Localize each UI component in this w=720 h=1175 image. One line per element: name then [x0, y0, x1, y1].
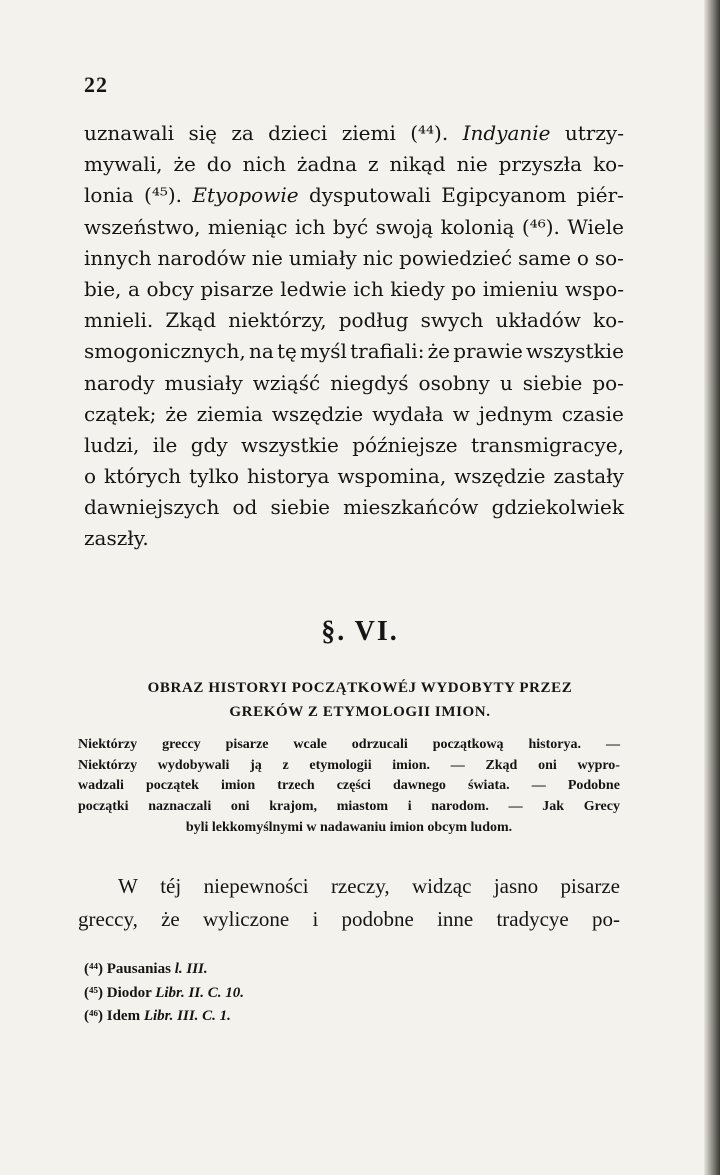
word: z: [367, 152, 379, 177]
word: niegdyś: [330, 370, 409, 395]
word: bie,: [84, 276, 122, 301]
word: z: [282, 757, 289, 773]
word: tylko: [189, 464, 240, 489]
body-text-paragraph: [84, 118, 624, 555]
word: rzeczy,: [330, 874, 390, 898]
word: zaszły.: [84, 526, 149, 551]
word: transmigracye,: [470, 432, 624, 457]
word: Zkąd: [165, 308, 217, 333]
book-binding-edge: [704, 0, 720, 1175]
word: dysputowali: [308, 183, 431, 208]
word: wyliczone: [202, 907, 290, 931]
word: których: [104, 464, 182, 489]
word: —: [605, 737, 620, 752]
word: gdy: [190, 432, 228, 457]
word: imieniu: [482, 276, 559, 301]
word: nikąd: [389, 152, 446, 177]
word: na: [248, 339, 274, 364]
word: części: [336, 778, 371, 794]
word: téj: [160, 874, 182, 898]
word: smogonicznych,: [84, 339, 246, 364]
word: trzech: [277, 778, 315, 794]
word: Indyanie: [462, 121, 551, 145]
word: wspomina,: [337, 464, 447, 489]
footnote-mark: (⁴⁵): [84, 984, 103, 1001]
footnote-mark: (⁴⁶): [84, 1008, 103, 1024]
word: swych: [420, 308, 484, 333]
word: swoją: [375, 214, 434, 239]
footnote: [84, 982, 584, 1006]
word: ile: [152, 432, 178, 457]
word: uznawali: [84, 121, 175, 145]
word: Niektórzy: [78, 737, 138, 752]
word: wszystkie: [241, 432, 339, 457]
footnote-mark: (⁴⁴): [84, 961, 103, 977]
text-line: [78, 776, 620, 797]
word: przyszła: [498, 152, 583, 177]
word: dawniejszych: [84, 495, 220, 520]
word: trafiali:: [350, 339, 425, 364]
word: po-: [591, 907, 620, 931]
footnote: [84, 958, 584, 982]
word: ich: [353, 276, 384, 301]
body-text-paragraph-2: [78, 870, 620, 936]
word: tę: [276, 339, 297, 364]
word: wydała: [372, 401, 444, 426]
word: mnieli.: [84, 308, 154, 333]
word: innych: [84, 245, 152, 270]
word: Niektórzy: [78, 757, 138, 773]
word: że: [173, 152, 196, 177]
word: ją: [250, 757, 262, 773]
word: siebie: [522, 370, 583, 395]
word: Podobne: [567, 778, 620, 794]
word: Grecy: [583, 799, 620, 815]
word: obcy: [146, 276, 194, 301]
word: prawie: [453, 339, 523, 364]
word: wziąść: [252, 370, 321, 395]
word: nie: [456, 152, 488, 177]
word: podług: [338, 308, 409, 333]
footnote-reference: l. III.: [174, 961, 208, 977]
word: początki: [78, 799, 129, 815]
word: krajom,: [269, 799, 318, 815]
word: późniejsze: [352, 432, 458, 457]
word: układów: [495, 308, 581, 333]
text-line: [78, 870, 620, 903]
word: mywali,: [84, 152, 163, 177]
word: wydobywali: [157, 757, 230, 773]
word: Etyopowie: [192, 183, 299, 208]
word: ko-: [593, 308, 624, 333]
word: narodom.: [431, 799, 489, 815]
word: wypro-: [577, 757, 620, 773]
word: Egipcyanom: [441, 183, 567, 208]
word: gdziekolwiek: [491, 495, 624, 520]
word: naznaczali: [148, 799, 212, 815]
word: nich: [242, 152, 286, 177]
word: byli lekkomyślnymi w nadawaniu imion obcym ludom.: [185, 819, 513, 835]
word: dawnego: [393, 778, 446, 794]
text-line: [78, 818, 620, 839]
word: od: [232, 495, 258, 520]
word: so-: [594, 245, 624, 270]
text-line: [78, 756, 620, 777]
word: wadzali: [78, 778, 124, 794]
word: czasie: [561, 401, 624, 426]
text-line: [84, 274, 624, 305]
word: oni: [230, 799, 250, 815]
word: musiały: [164, 370, 243, 395]
word: siebie: [270, 495, 330, 520]
word: narodów: [157, 245, 246, 270]
word: jasno: [493, 874, 539, 898]
word: dzieci: [268, 121, 328, 145]
page-number: 22: [84, 72, 108, 97]
footnote-reference: Libr. III. C. 1.: [143, 1008, 231, 1024]
word: ich: [294, 214, 326, 239]
word: kolonią: [440, 214, 515, 239]
word: imion: [220, 778, 256, 794]
text-line: [84, 523, 624, 554]
word: (⁴⁴).: [410, 121, 449, 145]
word: za: [231, 121, 254, 145]
word: Jak: [542, 799, 565, 815]
text-line: [84, 212, 624, 243]
word: pisarze: [560, 874, 620, 898]
word: nic: [362, 245, 394, 270]
word: początek: [145, 778, 199, 794]
text-line: [84, 461, 624, 492]
word: —: [508, 799, 523, 815]
word: narody: [84, 370, 155, 395]
word: myśl: [300, 339, 347, 364]
word: Wiele: [567, 214, 624, 239]
word: inne: [437, 907, 474, 931]
word: etymologii: [309, 757, 372, 773]
word: (⁴⁶).: [521, 214, 560, 239]
word: widząc: [411, 874, 472, 898]
footnotes: [84, 958, 584, 1029]
word: niektórzy,: [228, 308, 327, 333]
word: wcale: [293, 737, 327, 752]
word: mieniąc: [207, 214, 288, 239]
heading-line: OBRAZ HISTORYI POCZĄTKOWÉJ WYDOBYTY PRZEZ: [147, 680, 573, 696]
word: w: [452, 401, 470, 426]
word: imion.: [392, 757, 431, 773]
text-line: [84, 368, 624, 399]
word: pisarze: [225, 737, 269, 752]
word: po: [451, 276, 477, 301]
word: do: [206, 152, 232, 177]
text-line: [84, 149, 624, 180]
word: (⁴⁵).: [144, 183, 183, 208]
word: podobne: [341, 907, 414, 931]
word: piér-: [576, 183, 624, 208]
text-line: [84, 430, 624, 461]
word: być: [332, 214, 369, 239]
footnote: [84, 1005, 584, 1029]
word: się: [188, 121, 217, 145]
word: odrzucali: [351, 737, 408, 752]
word: tradycye: [496, 907, 569, 931]
word: utrzy-: [564, 121, 624, 145]
word: i: [312, 907, 319, 931]
word: że: [165, 401, 188, 426]
word: a: [127, 276, 140, 301]
word: greccy: [162, 737, 201, 752]
word: ko-: [593, 152, 624, 177]
word: czątek;: [84, 401, 157, 426]
word: zastały: [553, 464, 624, 489]
word: wspo-: [565, 276, 624, 301]
word: niepewności: [203, 874, 309, 898]
word: oni: [538, 757, 557, 773]
footnote-author: Pausanias: [102, 961, 175, 977]
word: miastom: [336, 799, 389, 815]
footnote-author: Idem: [102, 1008, 144, 1024]
text-line: [78, 903, 620, 936]
word: ledwie: [280, 276, 347, 301]
footnote-reference: Libr. II. C. 10.: [155, 984, 244, 1001]
word: nie: [251, 245, 283, 270]
text-line: [84, 305, 624, 336]
word: o: [576, 245, 589, 270]
word: o: [84, 464, 97, 489]
word: powiedzieć: [399, 245, 513, 270]
word: ludzi,: [84, 432, 140, 457]
text-line: [78, 797, 620, 818]
word: lonia: [84, 183, 134, 208]
text-line: [84, 180, 624, 211]
word: umiały: [288, 245, 357, 270]
footnote-author: Diodor: [102, 984, 156, 1001]
word: jednym: [478, 401, 553, 426]
word: początkową: [432, 737, 504, 752]
word: wszędzie: [454, 464, 546, 489]
word: same: [517, 245, 571, 270]
word: świata.: [468, 778, 510, 794]
word: i: [407, 799, 412, 815]
word: greccy,: [78, 907, 138, 931]
word: —: [531, 778, 546, 794]
text-line: [84, 492, 624, 523]
heading-line: GREKÓW Z ETYMOLOGII IMION.: [229, 704, 491, 720]
section-heading: [90, 676, 630, 724]
word: ziemi: [341, 121, 396, 145]
word: osobny: [418, 370, 490, 395]
word: że: [161, 907, 180, 931]
word: —: [450, 757, 465, 773]
word: W: [118, 874, 138, 898]
text-line: [78, 735, 620, 756]
text-line: [84, 399, 624, 430]
word: wszeństwo,: [84, 214, 201, 239]
word: wszystkie: [526, 339, 624, 364]
word: wszędzie: [271, 401, 364, 426]
word: że: [427, 339, 451, 364]
word: u: [499, 370, 513, 395]
word: ziemia: [196, 401, 263, 426]
word: kiedy: [390, 276, 445, 301]
word: historya: [247, 464, 330, 489]
section-summary: [78, 735, 620, 838]
word: żadna: [296, 152, 357, 177]
word: mieszkańców: [343, 495, 479, 520]
text-line: [84, 118, 624, 149]
word: historya.: [528, 737, 581, 752]
text-line: [84, 336, 624, 367]
word: Zkąd: [485, 757, 518, 773]
word: po-: [592, 370, 624, 395]
text-line: [84, 243, 624, 274]
section-number: §. VI.: [321, 616, 399, 647]
word: pisarze: [200, 276, 274, 301]
